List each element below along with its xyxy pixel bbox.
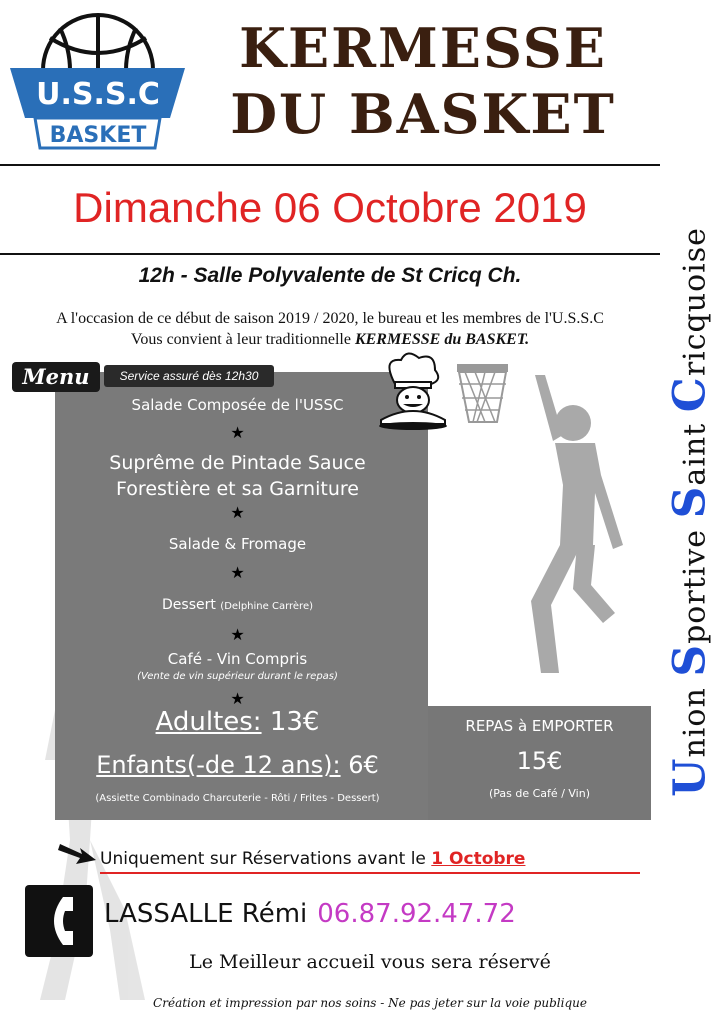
- price-adults-label: Adultes:: [155, 707, 262, 737]
- reservation-text: Uniquement sur Réservations avant le: [100, 849, 432, 869]
- logo-subtext: BASKET: [49, 123, 147, 148]
- contact-line: [104, 896, 664, 932]
- basketball-player-icon: [505, 375, 645, 675]
- star-icon: ★: [230, 503, 245, 522]
- vertical-cap-3: S: [664, 485, 716, 519]
- star-icon: ★: [230, 423, 245, 442]
- star-icon: ★: [230, 625, 245, 644]
- ussc-basketball-logo-icon: [10, 8, 185, 153]
- reservation-notice: [100, 846, 640, 874]
- telephone-icon: [25, 885, 93, 957]
- star-icon: ★: [230, 689, 245, 708]
- menu-item-dessert-note: (Delphine Carrère): [220, 601, 313, 612]
- vertical-cap-4: C: [664, 376, 716, 413]
- vertical-cap-1: U: [664, 757, 716, 797]
- intro-line-2-prefix: Vous convient à leur traditionnelle: [130, 331, 355, 348]
- title-line-2: DU BASKET: [230, 82, 616, 146]
- menu-item-dessert: [55, 594, 420, 618]
- menu-item-cafe: Café - Vin Compris: [167, 650, 308, 668]
- welcome-text: Le Meilleur accueil vous sera réservé: [189, 951, 551, 973]
- menu-tag: Menu: [12, 362, 100, 392]
- basket-hoop-icon: [455, 362, 510, 427]
- menu-item-fromage: Salade & Fromage: [168, 535, 307, 553]
- contact-name: LASSALLE Rémi: [104, 899, 308, 929]
- divider: [0, 253, 660, 255]
- chef-icon: [373, 350, 453, 432]
- takeaway-title: REPAS à EMPORTER: [465, 717, 614, 735]
- event-date: Dimanche 06 Octobre 2019: [73, 184, 587, 231]
- price-children-label: Enfants(-de 12 ans):: [96, 751, 341, 779]
- takeaway-note: (Pas de Café / Vin): [488, 787, 590, 800]
- intro-line-2-emphasis: KERMESSE du BASKET.: [354, 331, 530, 348]
- service-time: Service assuré dès 12h30: [104, 365, 274, 387]
- arrow-right-icon: [58, 840, 98, 866]
- vertical-word-2: portive: [677, 518, 713, 644]
- takeaway-price: 15€: [516, 747, 563, 775]
- intro-line-2: [0, 330, 660, 350]
- children-plate-note: (Assiette Combinado Charcuterie - Rôti / Frites - Dessert): [95, 793, 380, 804]
- star-icon: ★: [230, 563, 245, 582]
- menu-item-cafe-note: (Vente de vin supérieur durant le repas): [137, 671, 338, 682]
- menu-item-salade: Salade Composée de l'USSC: [131, 396, 344, 414]
- vertical-word-1: nion: [677, 676, 713, 758]
- credits-text: Création et impression par nos soins - Ne pas jeter sur la voie publique: [153, 996, 587, 1010]
- intro-line-1: A l'occasion de ce début de saison 2019 / 2020, le bureau et les membres de l'U.S.S.C: [56, 310, 604, 327]
- contact-phone[interactable]: 06.87.92.47.72: [317, 899, 516, 929]
- reservation-deadline: 1 Octobre: [431, 849, 526, 869]
- price-adults-value: 13€: [269, 707, 320, 737]
- divider: [0, 164, 660, 166]
- title-line-1: KERMESSE: [239, 16, 607, 80]
- menu-item-supreme-line-1: Suprême de Pintade Sauce: [109, 452, 366, 474]
- vertical-word-3: aint: [677, 412, 713, 486]
- logo-text: U.S.S.C: [36, 77, 160, 112]
- price-children: [55, 748, 420, 782]
- vertical-word-4: ricquoise: [677, 227, 713, 377]
- menu-item-supreme-line-2: Forestière et sa Garniture: [116, 478, 359, 500]
- menu-item-dessert-label: Dessert: [162, 597, 216, 613]
- venue: 12h - Salle Polyvalente de St Cricq Ch.: [138, 264, 522, 287]
- price-adults: [55, 704, 420, 740]
- price-children-value: 6€: [348, 751, 379, 779]
- vertical-cap-2: S: [664, 643, 716, 677]
